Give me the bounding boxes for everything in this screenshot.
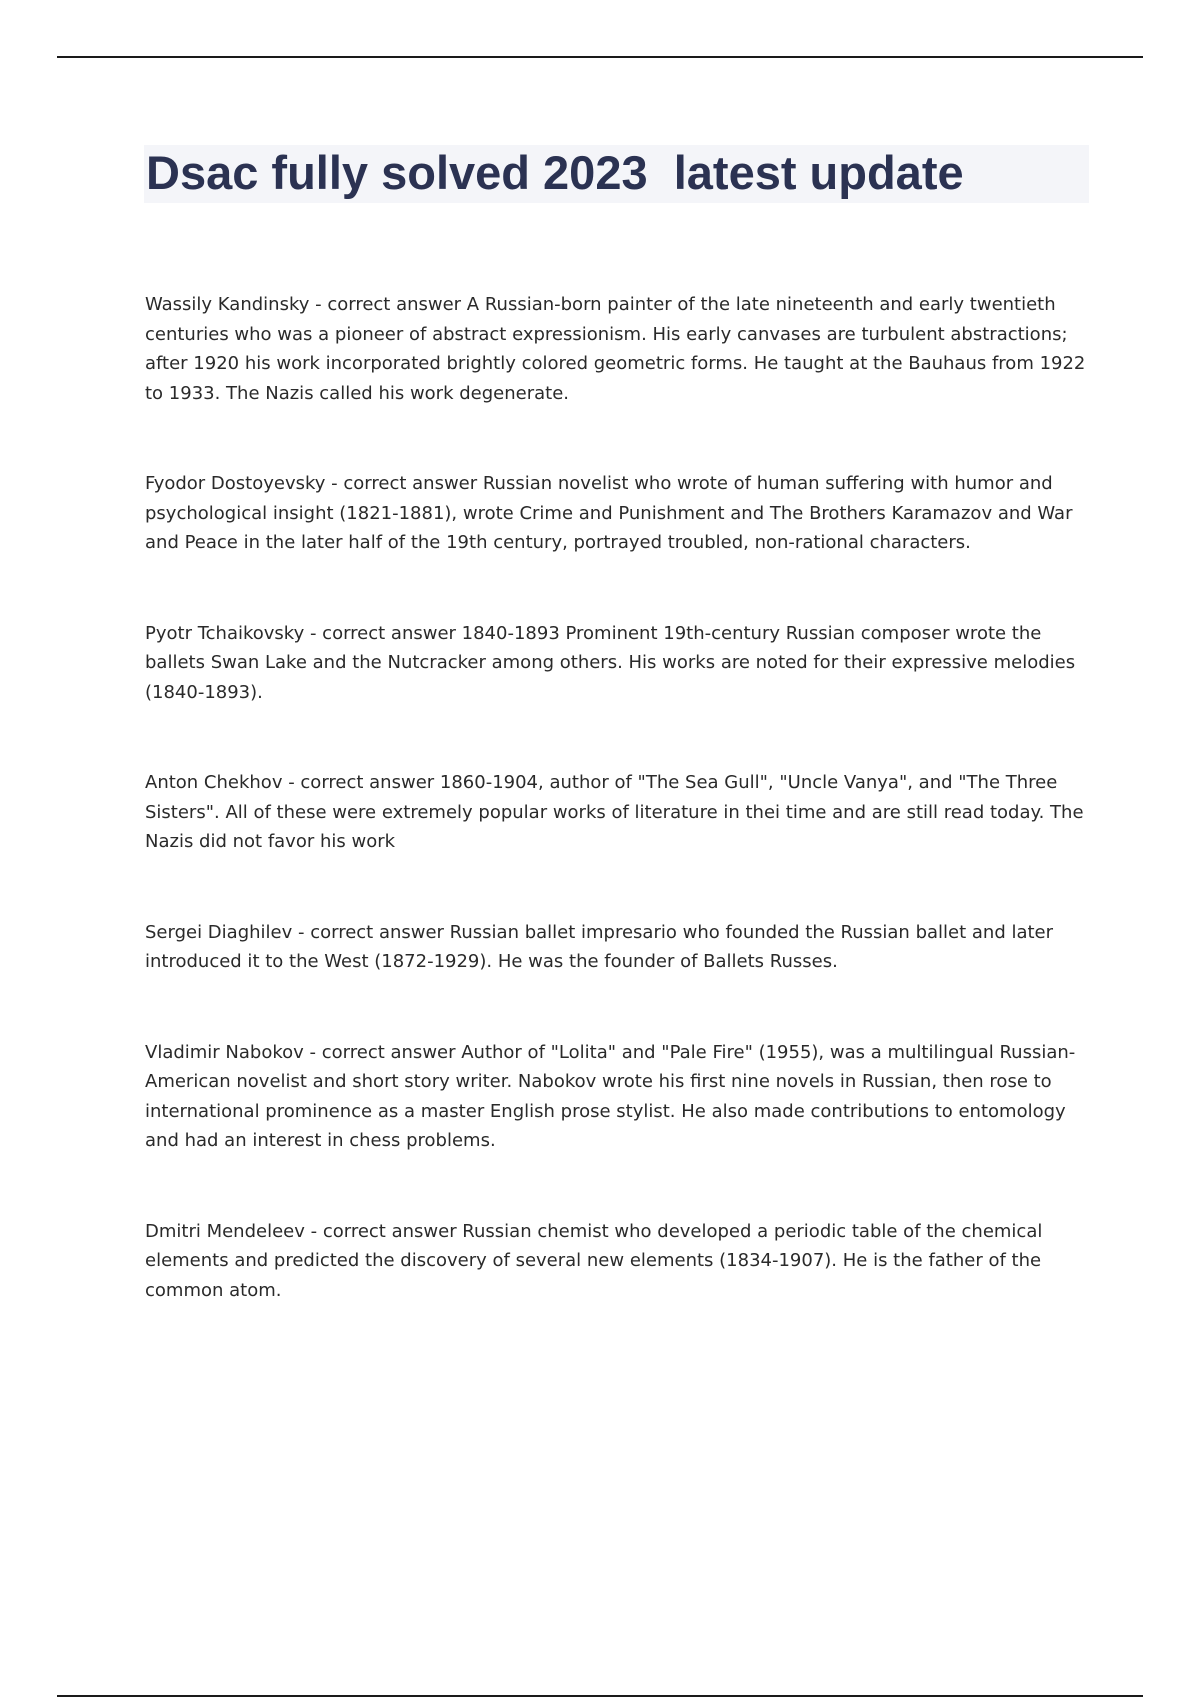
entry-diaghilev: Sergei Diaghilev - correct answer Russian ballet impresario who founded the Russian ballet and later introduced it to the West (1872-1929). He was the founder of Ballets Russes. [145, 921, 1054, 972]
top-divider [57, 56, 1143, 58]
entry-kandinsky: Wassily Kandinsky - correct answer A Russian-born painter of the late nineteenth and early twentieth centuries who was a pioneer of abstract expressionism. His early canvases are turbulent abstractions; after 1920 his work incorporated brightly colored geometric forms. He taught at the Bauhaus from 1922 to 1933. The Nazis called his work degenerate. [145, 294, 1086, 404]
entry-chekhov: Anton Chekhov - correct answer 1860-1904, author of "The Sea Gull", "Uncle Vanya", and "The Three Sisters". All of these were extremely popular works of literature in thei time and are still read today. The Nazis did not favor his work [145, 772, 1084, 852]
bottom-divider [57, 1695, 1143, 1697]
entry-tchaikovsky: Pyotr Tchaikovsky - correct answer 1840-1893 Prominent 19th-century Russian composer wrote the ballets Swan Lake and the Nutcracker among others. His works are noted for their expressive melodies (1840-1893). [145, 622, 1076, 703]
entry-mendeleev: Dmitri Mendeleev - correct answer Russian chemist who developed a periodic table of the chemical elements and predicted the discovery of several new elements (1834-1907). He is the father of the common atom. [145, 1220, 1043, 1301]
document-title: Dsac fully solved 2023 latest update [146, 146, 964, 199]
entry-nabokov: Vladimir Nabokov - correct answer Author of "Lolita" and "Pale Fire" (1955), was a multilingual Russian-American novelist and short story writer. Nabokov wrote his first nine novels in Russian, then rose to international prominence as a master English prose stylist. He also made contributions to entomology and had an interest in chess problems. [145, 1041, 1076, 1151]
document-body [145, 290, 1090, 1366]
entry-dostoyevsky: Fyodor Dostoyevsky - correct answer Russian novelist who wrote of human suffering with humor and psychological insight (1821-1881), wrote Crime and Punishment and The Brothers Karamazov and War and Peace in the later half of the 19th century, portrayed troubled, non-rational characters. [145, 473, 1073, 553]
